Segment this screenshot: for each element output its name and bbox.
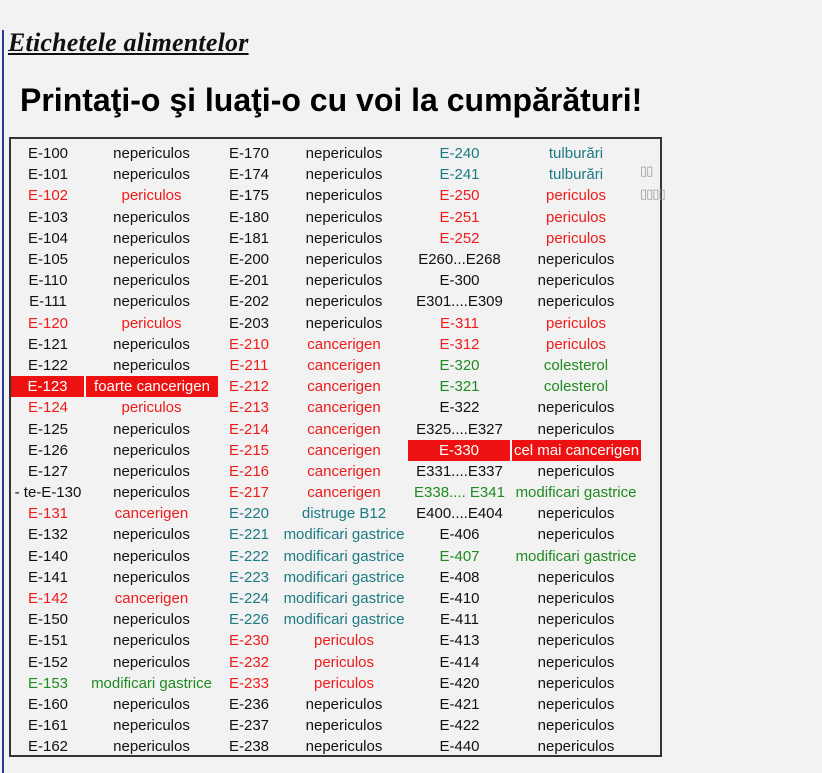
additive-rating: nepericulos — [305, 251, 383, 269]
additive-rating: cancerigen — [114, 590, 189, 608]
additive-code: E-162 — [27, 738, 69, 756]
additive-rating: nepericulos — [113, 547, 190, 565]
page-subtitle: Printaţi-o şi luaţi-o cu voi la cumpărături! — [20, 82, 643, 118]
additive-rating: periculos — [545, 208, 607, 226]
additive-rating: nepericulos — [305, 229, 383, 247]
table-row — [11, 185, 641, 206]
additive-code: E-320 — [439, 356, 480, 374]
additive-code: E-221 — [228, 526, 270, 544]
additive-rating: nepericulos — [305, 272, 383, 290]
additive-code: E260...E268 — [418, 251, 501, 269]
table-row — [11, 588, 641, 609]
table-row — [11, 546, 641, 567]
additive-rating: modificari gastrice — [283, 547, 405, 565]
additive-code: E-233 — [228, 674, 270, 692]
additive-code: E331....E337 — [416, 462, 503, 480]
additive-code: E-440 — [439, 738, 480, 756]
table-row — [11, 736, 641, 757]
additive-rating: modificari gastrice — [91, 674, 212, 692]
additive-rating: nepericulos — [537, 632, 615, 650]
additive-code: E-201 — [228, 272, 270, 290]
additive-rating: modificari gastrice — [283, 611, 405, 629]
additive-rating: nepericulos — [537, 420, 615, 438]
additives-table-body — [11, 143, 641, 757]
table-row — [11, 334, 641, 355]
additive-rating: nepericulos — [305, 314, 383, 332]
additive-rating: nepericulos — [537, 695, 615, 713]
additive-code: E-152 — [27, 653, 69, 671]
additive-code: E-223 — [228, 568, 270, 586]
additive-code: E-151 — [27, 632, 69, 650]
additive-rating: periculos — [545, 314, 607, 332]
table-row — [11, 143, 641, 164]
additive-rating: nepericulos — [305, 166, 383, 184]
additive-rating: nepericulos — [305, 208, 383, 226]
additive-rating: nepericulos — [113, 462, 190, 480]
additive-code: E-203 — [228, 314, 270, 332]
additive-rating: cancerigen — [307, 484, 381, 502]
additive-code: E-211 — [229, 356, 269, 374]
left-border-rule — [2, 30, 4, 773]
additive-rating: nepericulos — [113, 484, 190, 502]
additive-rating: modificari gastrice — [515, 484, 637, 502]
additive-rating: nepericulos — [113, 611, 190, 629]
additive-rating: colesterol — [543, 378, 609, 396]
table-row — [11, 482, 641, 503]
additive-code: E-230 — [228, 632, 270, 650]
additive-code: E-300 — [439, 272, 480, 290]
additive-code: E-153 — [27, 674, 69, 692]
additive-rating: nepericulos — [537, 738, 615, 756]
additive-code: E-312 — [439, 335, 480, 353]
additives-table-frame — [9, 137, 665, 757]
additive-rating: nepericulos — [537, 611, 615, 629]
additive-code: E-322 — [439, 399, 480, 417]
table-row — [11, 270, 641, 291]
additive-rating: modificari gastrice — [515, 547, 637, 565]
additive-code: E-216 — [228, 462, 270, 480]
additive-code: E-121 — [27, 335, 69, 353]
additive-code: E-150 — [27, 611, 69, 629]
table-row — [11, 355, 641, 376]
additive-code: E-241 — [439, 166, 480, 184]
additive-code: - te-E-130 — [14, 484, 82, 502]
additive-code: E400....E404 — [416, 505, 503, 523]
additive-rating: nepericulos — [305, 145, 383, 163]
additive-rating: nepericulos — [113, 335, 190, 353]
additive-code: E-103 — [27, 208, 69, 226]
additive-rating: nepericulos — [113, 229, 190, 247]
table-row — [11, 376, 641, 397]
page-title: Etichetele alimentelor — [8, 28, 249, 57]
additive-rating: foarte cancerigen — [85, 376, 218, 397]
additive-code: E-421 — [439, 695, 480, 713]
additive-rating: nepericulos — [305, 738, 383, 756]
additive-code: E-406 — [439, 526, 480, 544]
additive-code: E-213 — [228, 399, 270, 417]
table-row — [11, 461, 641, 482]
additive-rating: nepericulos — [537, 462, 615, 480]
additive-code: E-101 — [27, 166, 69, 184]
additive-code: E-420 — [439, 674, 480, 692]
additive-rating: periculos — [121, 399, 182, 417]
additive-rating: modificari gastrice — [283, 590, 405, 608]
additive-code: E-123 — [11, 376, 85, 397]
additive-rating: cancerigen — [307, 462, 381, 480]
table-row — [11, 652, 641, 673]
additive-rating: distruge B12 — [301, 505, 387, 523]
additive-rating: periculos — [313, 632, 375, 650]
additive-code: E-217 — [228, 484, 270, 502]
table-row — [11, 567, 641, 588]
additive-code: E-250 — [439, 187, 480, 205]
additive-rating: nepericulos — [537, 526, 615, 544]
additive-rating: cancerigen — [307, 356, 381, 374]
additive-rating: nepericulos — [537, 505, 615, 523]
table-row — [11, 673, 641, 694]
additive-code: E338.... E341 — [414, 484, 505, 502]
additive-code: E-252 — [439, 229, 480, 247]
additive-code: E-236 — [228, 695, 270, 713]
additive-code: E-104 — [27, 229, 69, 247]
additive-code: E-251 — [439, 208, 480, 226]
additive-rating: cancerigen — [114, 505, 189, 523]
additive-code: E-410 — [439, 590, 480, 608]
additive-code: E-422 — [439, 717, 480, 735]
additive-rating: nepericulos — [113, 568, 190, 586]
table-row — [11, 503, 641, 524]
additive-code: E-126 — [27, 441, 69, 459]
additive-code: E-141 — [27, 568, 69, 586]
additive-rating: colesterol — [543, 356, 609, 374]
additive-code: E-175 — [228, 187, 270, 205]
additive-code: E-102 — [27, 187, 69, 205]
additive-rating: nepericulos — [113, 526, 190, 544]
additive-code: E-408 — [439, 568, 480, 586]
additive-rating: cancerigen — [307, 420, 381, 438]
additive-rating: cel mai cancerigen — [511, 440, 641, 461]
additive-code: E-160 — [27, 695, 69, 713]
additive-rating: periculos — [545, 335, 607, 353]
additive-code: E-407 — [439, 547, 480, 565]
additive-code: E-240 — [439, 145, 480, 163]
additive-rating: nepericulos — [113, 717, 190, 735]
additive-rating: nepericulos — [113, 293, 190, 311]
table-row — [11, 524, 641, 545]
additive-rating: tulburări — [548, 145, 604, 163]
table-row — [11, 397, 641, 418]
additive-rating: nepericulos — [113, 632, 190, 650]
additive-code: E-238 — [228, 738, 270, 756]
additive-code: E-220 — [228, 505, 270, 523]
additive-rating: periculos — [121, 314, 182, 332]
additive-code: E-411 — [440, 611, 479, 629]
additive-rating: nepericulos — [113, 695, 190, 713]
additive-rating: periculos — [545, 229, 607, 247]
additive-code: E-202 — [228, 293, 270, 311]
additive-code: E-321 — [439, 378, 480, 396]
additive-code: E301....E309 — [416, 293, 503, 311]
additive-rating: nepericulos — [537, 568, 615, 586]
table-row — [11, 164, 641, 185]
additive-rating: cancerigen — [307, 378, 381, 396]
additive-rating: nepericulos — [537, 399, 615, 417]
additive-rating: nepericulos — [537, 251, 615, 269]
additive-code: E-174 — [228, 166, 270, 184]
additive-rating: nepericulos — [537, 674, 615, 692]
additive-code: E-131 — [27, 505, 69, 523]
additive-rating: nepericulos — [305, 695, 383, 713]
table-row — [11, 440, 641, 461]
additive-code: E-413 — [439, 632, 480, 650]
additive-code: E-132 — [27, 526, 69, 544]
table-row — [11, 630, 641, 651]
side-glyph-2: ▯▯▯▯ — [640, 186, 665, 201]
additive-rating: nepericulos — [113, 441, 190, 459]
additive-code: E-124 — [27, 399, 69, 417]
additive-rating: nepericulos — [305, 293, 383, 311]
additive-code: E-105 — [27, 251, 69, 269]
additive-rating: nepericulos — [113, 653, 190, 671]
additive-code: E-122 — [27, 356, 69, 374]
additive-code: E-140 — [27, 547, 69, 565]
additive-rating: nepericulos — [305, 187, 383, 205]
additive-rating: nepericulos — [113, 208, 190, 226]
additive-code: E-170 — [228, 145, 270, 163]
additive-code: E-414 — [439, 653, 480, 671]
additive-rating: nepericulos — [113, 166, 190, 184]
additive-code: E-127 — [27, 462, 69, 480]
table-row — [11, 291, 641, 312]
table-row — [11, 249, 641, 270]
table-row — [11, 313, 641, 334]
additive-code: E-111 — [29, 293, 67, 311]
additive-code: E325....E327 — [416, 420, 503, 438]
additive-code: E-311 — [440, 314, 479, 332]
table-row — [11, 228, 641, 249]
additive-code: E-181 — [228, 229, 270, 247]
additive-code: E-224 — [228, 590, 270, 608]
additive-code: E-110 — [28, 272, 68, 290]
additive-rating: nepericulos — [537, 590, 615, 608]
additive-code: E-161 — [27, 717, 69, 735]
additive-rating: nepericulos — [113, 356, 190, 374]
additive-rating: periculos — [121, 187, 182, 205]
additive-rating: nepericulos — [537, 653, 615, 671]
additive-code: E-142 — [27, 590, 69, 608]
additive-rating: modificari gastrice — [283, 568, 405, 586]
additive-code: E-330 — [408, 440, 511, 461]
additive-rating: nepericulos — [537, 272, 615, 290]
additive-code: E-212 — [228, 378, 270, 396]
side-glyph-1: ▯▯ — [640, 163, 653, 178]
additive-code: E-226 — [228, 611, 270, 629]
additive-rating: nepericulos — [113, 145, 190, 163]
additive-rating: nepericulos — [113, 272, 190, 290]
additive-code: E-215 — [228, 441, 270, 459]
additive-rating: nepericulos — [113, 420, 190, 438]
additive-rating: periculos — [313, 674, 375, 692]
additives-table — [11, 143, 641, 757]
additive-rating: cancerigen — [307, 335, 381, 353]
additive-rating: nepericulos — [537, 717, 615, 735]
additive-rating: tulburări — [548, 166, 604, 184]
additive-code: E-222 — [228, 547, 270, 565]
additive-code: E-237 — [228, 717, 270, 735]
additive-code: E-210 — [228, 335, 270, 353]
additive-rating: modificari gastrice — [283, 526, 405, 544]
table-row — [11, 694, 641, 715]
additive-rating: periculos — [545, 187, 607, 205]
additive-code: E-120 — [27, 314, 69, 332]
additive-code: E-100 — [27, 145, 69, 163]
additive-rating: nepericulos — [305, 717, 383, 735]
additive-code: E-214 — [228, 420, 270, 438]
additive-rating: periculos — [313, 653, 375, 671]
additive-rating: nepericulos — [537, 293, 615, 311]
additive-rating: cancerigen — [307, 441, 381, 459]
table-row — [11, 609, 641, 630]
additive-rating: nepericulos — [113, 738, 190, 756]
additive-rating: nepericulos — [113, 251, 190, 269]
additive-rating: cancerigen — [307, 399, 381, 417]
additive-code: E-125 — [27, 420, 69, 438]
additive-code: E-200 — [228, 251, 270, 269]
table-row — [11, 418, 641, 439]
table-row — [11, 715, 641, 736]
additive-code: E-180 — [228, 208, 270, 226]
table-row — [11, 207, 641, 228]
additive-code: E-232 — [228, 653, 270, 671]
